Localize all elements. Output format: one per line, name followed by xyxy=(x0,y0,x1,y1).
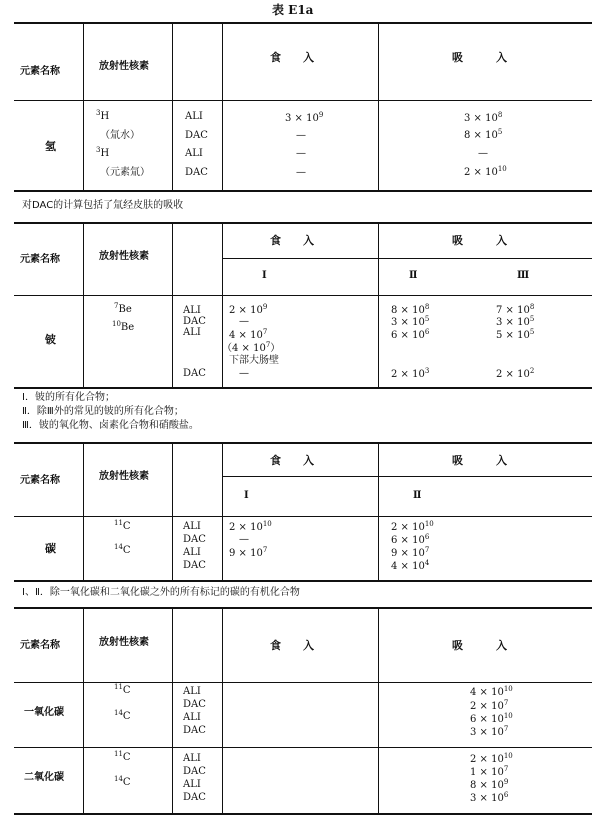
inhalation-value xyxy=(391,559,430,572)
table-note: Ⅲ．铍的氧化物、卤素化合物和硝酸盐。 xyxy=(22,420,199,431)
superscript: 3 xyxy=(96,109,101,117)
table-note: 对DAC的计算包括了氚经皮肤的吸收 xyxy=(22,200,184,211)
element-name: 铍 xyxy=(45,333,56,346)
nuclide xyxy=(112,320,135,333)
value-text: 2 × 10 xyxy=(470,754,504,765)
superscript: 10 xyxy=(503,712,513,720)
value-text: 3 × 10 xyxy=(470,727,504,738)
header-inhalation: 吸 入 xyxy=(452,639,507,652)
value-text: 2 × 10 xyxy=(391,522,425,533)
ingestion-value: — xyxy=(296,167,306,178)
ingestion-value xyxy=(229,520,272,533)
limit-type: DAC xyxy=(183,560,206,571)
limit-type: DAC xyxy=(183,792,206,803)
value-text: C xyxy=(122,777,131,788)
limit-type: ALI xyxy=(183,521,201,532)
inhalation-value xyxy=(470,725,509,738)
value-text: H xyxy=(100,111,110,122)
inhalation-ii-value xyxy=(391,328,430,341)
header-ingestion: 食 入 xyxy=(270,51,314,64)
value-text: C xyxy=(122,711,131,722)
element-name: 氢 xyxy=(45,140,56,153)
superscript: 5 xyxy=(529,315,535,323)
value-text: 6 × 10 xyxy=(391,330,425,341)
superscript: 7 xyxy=(424,546,430,554)
inhalation-value xyxy=(391,520,434,533)
value-text: 3 × 10 xyxy=(470,793,504,804)
inhalation-ii-value xyxy=(391,315,430,328)
inhalation-value xyxy=(470,791,509,804)
header-nuclide: 放射性核素 xyxy=(99,637,149,648)
value-text: 3 × 10 xyxy=(464,113,498,124)
value-text: 2 × 10 xyxy=(470,701,504,712)
ingestion-value: — xyxy=(296,148,306,159)
superscript: 10 xyxy=(112,320,121,328)
inhalation-value xyxy=(470,765,509,778)
value-text: 1 × 10 xyxy=(470,767,504,778)
header-ingestion: 食 入 xyxy=(270,234,314,247)
ingestion-value xyxy=(222,341,281,354)
table-note: Ⅱ．除Ⅲ外的常见的铍的所有化合物； xyxy=(22,406,184,417)
superscript: 14 xyxy=(114,709,123,717)
superscript: 5 xyxy=(424,315,430,323)
superscript: 7 xyxy=(114,302,119,310)
limit-type: ALI xyxy=(183,753,201,764)
superscript: 7 xyxy=(503,699,509,707)
inhalation-value: — xyxy=(478,148,488,159)
element-name: 碳 xyxy=(45,542,56,555)
value-text: 2 × 10 xyxy=(229,305,263,316)
ingestion-value: — xyxy=(296,130,306,141)
subheader-ii: Ⅱ xyxy=(409,270,418,281)
superscript: 10 xyxy=(503,685,513,693)
ingestion-value xyxy=(229,328,268,341)
value-text: 4 × 10 xyxy=(229,330,263,341)
ingestion-value: — xyxy=(239,368,249,379)
header-inhalation: 吸 入 xyxy=(452,51,507,64)
ingestion-value: — xyxy=(239,316,249,327)
inhalation-iii-value xyxy=(496,367,535,380)
header-nuclide: 放射性核素 xyxy=(99,471,149,482)
value-text: 9 × 10 xyxy=(391,548,425,559)
inhalation-ii-value xyxy=(391,367,430,380)
value-text: （4 × 10 xyxy=(222,343,266,354)
value-text: 2 × 10 xyxy=(464,167,498,178)
value-text: 8 × 10 xyxy=(464,130,498,141)
inhalation-value xyxy=(470,778,509,791)
page-title: 表 E1a xyxy=(272,3,314,17)
superscript: 5 xyxy=(497,128,503,136)
superscript: 11 xyxy=(114,519,123,527)
limit-type: ALI xyxy=(185,148,203,159)
nuclide xyxy=(114,543,131,556)
superscript: 14 xyxy=(114,775,123,783)
value-text: H xyxy=(100,148,110,159)
inhalation-value xyxy=(470,752,513,765)
limit-type: ALI xyxy=(183,547,201,558)
value-text: ） xyxy=(270,343,281,354)
superscript: 5 xyxy=(529,328,535,336)
header-ingestion: 食 入 xyxy=(270,454,314,467)
nuclide xyxy=(114,775,131,788)
superscript: 9 xyxy=(503,778,509,786)
limit-type: DAC xyxy=(183,316,206,327)
inhalation-iii-value xyxy=(496,328,535,341)
value-text: C xyxy=(122,752,131,763)
limit-type: ALI xyxy=(183,305,201,316)
subheader-i: Ⅰ xyxy=(262,270,267,281)
nuclide-note: （氚水） xyxy=(100,130,140,141)
header-nuclide: 放射性核素 xyxy=(99,251,149,262)
element-name: 一氧化碳 xyxy=(24,707,64,718)
inhalation-value xyxy=(464,165,507,178)
element-name: 二氧化碳 xyxy=(24,772,64,783)
header-element: 元素名称 xyxy=(20,66,60,77)
nuclide xyxy=(96,109,110,122)
ingestion-organ-note: 下部大肠壁 xyxy=(229,355,279,366)
inhalation-iii-value xyxy=(496,303,535,316)
header-element: 元素名称 xyxy=(20,475,60,486)
inhalation-value xyxy=(464,111,503,124)
superscript: 7 xyxy=(262,546,268,554)
header-nuclide: 放射性核素 xyxy=(99,61,149,72)
limit-type: DAC xyxy=(183,534,206,545)
header-ingestion: 食 入 xyxy=(270,639,314,652)
inhalation-value xyxy=(391,546,430,559)
inhalation-value xyxy=(464,128,503,141)
inhalation-value xyxy=(470,712,513,725)
value-text: 2 × 10 xyxy=(391,369,425,380)
value-text: C xyxy=(122,545,131,556)
nuclide xyxy=(96,146,110,159)
superscript: 7 xyxy=(262,328,268,336)
limit-type: DAC xyxy=(183,368,206,379)
nuclide xyxy=(114,519,131,532)
table-note: Ⅰ、Ⅱ．除一氧化碳和二氧化碳之外的所有标记的碳的有机化合物 xyxy=(22,587,300,598)
value-text: 8 × 10 xyxy=(391,305,425,316)
header-inhalation: 吸 入 xyxy=(452,454,507,467)
superscript: 4 xyxy=(424,559,430,567)
value-text: Be xyxy=(118,304,132,315)
superscript: 7 xyxy=(503,725,509,733)
inhalation-value xyxy=(470,699,509,712)
superscript: 11 xyxy=(114,683,123,691)
value-text: 2 × 10 xyxy=(229,522,263,533)
limit-type: ALI xyxy=(183,779,201,790)
table-note: Ⅰ．铍的所有化合物； xyxy=(22,392,115,403)
superscript: 8 xyxy=(424,303,430,311)
limit-type: DAC xyxy=(183,725,206,736)
superscript: 8 xyxy=(497,111,503,119)
superscript: 11 xyxy=(114,750,123,758)
value-text: 4 × 10 xyxy=(470,687,504,698)
header-element: 元素名称 xyxy=(20,254,60,265)
value-text: 9 × 10 xyxy=(229,548,263,559)
superscript: 10 xyxy=(503,752,513,760)
value-text: 6 × 10 xyxy=(391,535,425,546)
value-text: Be xyxy=(120,322,135,333)
value-text: 3 × 10 xyxy=(285,113,319,124)
limit-type: DAC xyxy=(183,699,206,710)
header-inhalation: 吸 入 xyxy=(452,234,507,247)
limit-type: DAC xyxy=(183,766,206,777)
value-text: 4 × 10 xyxy=(391,561,425,572)
value-text: 8 × 10 xyxy=(470,780,504,791)
inhalation-iii-value xyxy=(496,315,535,328)
superscript: 10 xyxy=(424,520,434,528)
subheader-i: Ⅰ xyxy=(244,490,249,501)
superscript: 3 xyxy=(96,146,101,154)
header-element: 元素名称 xyxy=(20,640,60,651)
value-text: 2 × 10 xyxy=(496,369,530,380)
superscript: 7 xyxy=(503,765,509,773)
value-text: 6 × 10 xyxy=(470,714,504,725)
nuclide xyxy=(114,302,132,315)
limit-type: DAC xyxy=(185,167,208,178)
nuclide xyxy=(114,750,131,763)
limit-type: ALI xyxy=(185,111,203,122)
nuclide xyxy=(114,709,131,722)
value-text: 7 × 10 xyxy=(496,305,530,316)
nuclide-note: （元素氚） xyxy=(100,167,150,178)
superscript: 10 xyxy=(262,520,272,528)
superscript: 9 xyxy=(262,303,268,311)
nuclide xyxy=(114,683,131,696)
ingestion-value xyxy=(229,546,268,559)
subheader-ii: Ⅱ xyxy=(413,490,422,501)
inhalation-value xyxy=(470,685,513,698)
limit-type: ALI xyxy=(183,686,201,697)
superscript: 9 xyxy=(318,111,324,119)
inhalation-ii-value xyxy=(391,303,430,316)
superscript: 7 xyxy=(265,341,271,349)
superscript: 2 xyxy=(529,367,535,375)
superscript: 14 xyxy=(114,543,123,551)
superscript: 6 xyxy=(424,533,430,541)
value-text: C xyxy=(122,685,131,696)
superscript: 10 xyxy=(497,165,507,173)
superscript: 6 xyxy=(424,328,430,336)
limit-type: ALI xyxy=(183,327,201,338)
subheader-iii: Ⅲ xyxy=(517,270,530,281)
ingestion-value: — xyxy=(239,534,249,545)
superscript: 3 xyxy=(424,367,430,375)
ingestion-value xyxy=(229,303,268,316)
value-text: 5 × 10 xyxy=(496,330,530,341)
superscript: 8 xyxy=(529,303,535,311)
value-text: 3 × 10 xyxy=(496,317,530,328)
value-text: 3 × 10 xyxy=(391,317,425,328)
limit-type: DAC xyxy=(185,130,208,141)
superscript: 6 xyxy=(503,791,509,799)
value-text: C xyxy=(122,521,131,532)
limit-type: ALI xyxy=(183,712,201,723)
inhalation-value xyxy=(391,533,430,546)
ingestion-value xyxy=(285,111,324,124)
